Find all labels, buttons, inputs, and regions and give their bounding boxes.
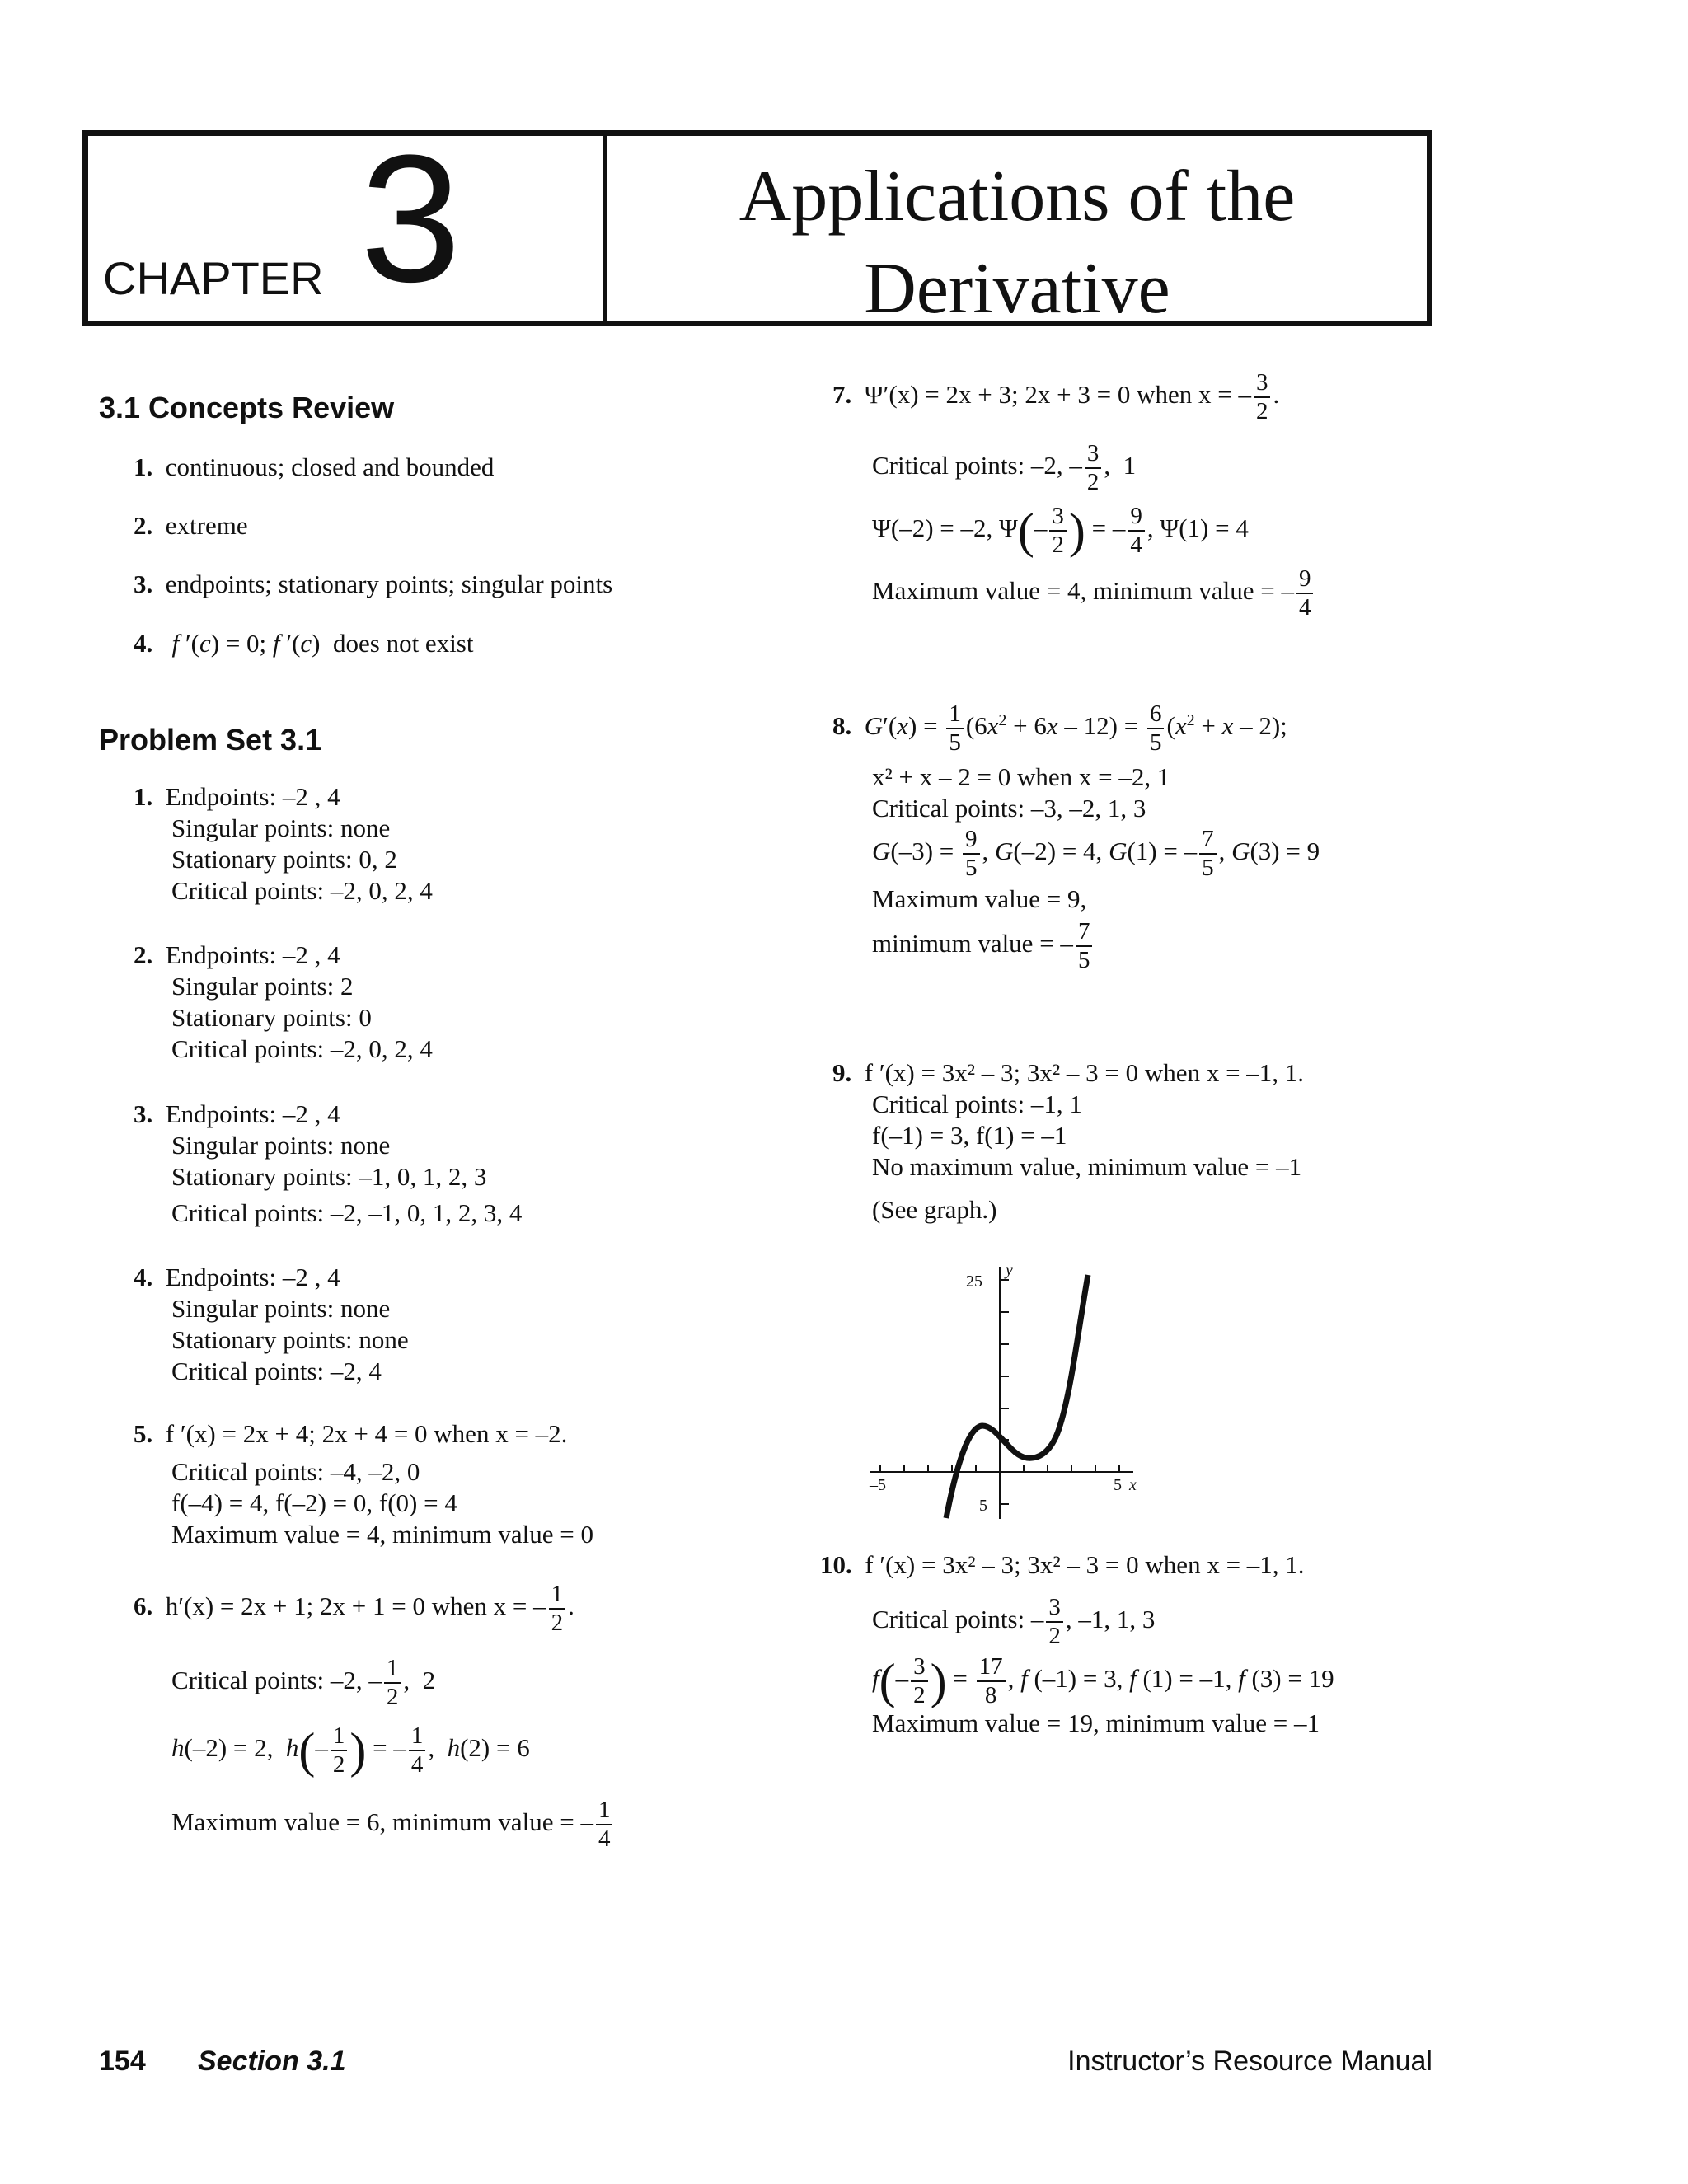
footer-manual: Instructor’s Resource Manual (1067, 2046, 1432, 2077)
problem-7: 7. Ψ′(x) = 2x + 3; 2x + 3 = 0 when x = – $\frac{3}{2}$ . Critical points: –2, – $\frac{3}{2}$ , 1 Ψ(–2) = –2, Ψ(– $\frac{3}{2}$ ) = – $\frac{9}{4}$ , Ψ(1) = 4 Maximum value = 4, minimum value = – $\frac{9}{4}$ (832, 371, 1315, 620)
graph-y-bottom: –5 (971, 1497, 987, 1515)
problem-10: 10. f ′(x) = 3x² – 3; 3x² – 3 = 0 when x = –1, 1. Critical points: – $\frac{3}{2}$ , –1, 1, 3 f(– $\frac{3}{2}$ ) = $\frac{17}{8}$ , f (–1) = 3, f (1) = –1, f (3) = 19 Maximum value = 19, minimum value = –1 (820, 1550, 1334, 1737)
curve-f (946, 1275, 1088, 1518)
problem-set-heading: Problem Set 3.1 (99, 723, 322, 757)
footer-section: Section 3.1 (198, 2046, 346, 2077)
problem-8: 8. G′(x) = $\frac{1}{5}$ $(6x^2 + 6x - 12)$ = $\frac{6}{5}$ $(x^2 + x - 2)$; x² + x – 2 = 0 when x = –2, 1 Critical points: –3, –2, 1, 3 G(–3) = $\frac{9}{5}$ , G(–2) = 4, G(1) = – $\frac{7}{5}$ , G(3) = 9 Maximum value = 9, minimum value = – $\frac{7}{5}$ (832, 701, 1320, 973)
cubic-graph (865, 1257, 1195, 1529)
concept-1: 1. continuous; closed and bounded (134, 452, 495, 481)
chapter-header (82, 117, 1432, 329)
concept-4: 4. f ′(c) = 0; f ′(c) does not exist (134, 629, 474, 658)
page-number: 154 (99, 2046, 146, 2077)
problem-9: 9. f ′(x) = 3x² – 3; 3x² – 3 = 0 when x = –1, 1. Critical points: –1, 1 f(–1) = 3, f(1) = –1 No maximum value, minimum value = –1 (See graph.) (832, 1058, 1305, 1224)
problem-6: 6. h′(x) = 2x + 1; 2x + 1 = 0 when x = – $\frac{1}{2}$ . Critical points: –2, – $\frac{1}{2}$ , 2 h(–2) = 2, h(– $\frac{1}{2}$ ) = – $\frac{1}{4}$ , h(2) = 6 Maximum value = 6, minimum value = – $\frac{1}{4}$ (134, 1582, 615, 1851)
chapter-title-line2: Derivative (864, 249, 1170, 329)
problem-3: 3. Endpoints: –2 , 4 Singular points: none Stationary points: –1, 0, 1, 2, 3 Critical points: –2, –1, 0, 1, 2, 3, 4 (134, 1099, 523, 1227)
graph-x-right: 5 (1114, 1476, 1122, 1494)
chapter-title-line1: Applications of the (738, 157, 1296, 237)
concept-3: 3. endpoints; stationary points; singular points (134, 569, 613, 598)
graph-x-left: –5 (870, 1476, 886, 1494)
concept-2: 2. extreme (134, 511, 248, 540)
graph-y-top: 25 (966, 1272, 982, 1291)
graph-y-label: y (1006, 1261, 1013, 1279)
graph-x-label: x (1129, 1476, 1137, 1494)
concepts-heading: 3.1 Concepts Review (99, 391, 395, 424)
chapter-title (607, 151, 1427, 335)
problem-5: 5. f ′(x) = 2x + 4; 2x + 4 = 0 when x = –2. Critical points: –4, –2, 0 f(–4) = 4, f(–2) = 0, f(0) = 4 Maximum value = 4, minimum value = 0 (134, 1419, 593, 1549)
problem-4: 4. Endpoints: –2 , 4 Singular points: none Stationary points: none Critical points: –2, 4 (134, 1263, 409, 1385)
problem-1: 1. Endpoints: –2 , 4 Singular points: none Stationary points: 0, 2 Critical points: –2, 0, 2, 4 (134, 782, 433, 905)
chapter-label: CHAPTER (103, 252, 324, 304)
chapter-number: 3 (360, 117, 462, 320)
problem-2: 2. Endpoints: –2 , 4 Singular points: 2 Stationary points: 0 Critical points: –2, 0, 2, 4 (134, 940, 433, 1063)
y-ticks (1000, 1280, 1009, 1504)
